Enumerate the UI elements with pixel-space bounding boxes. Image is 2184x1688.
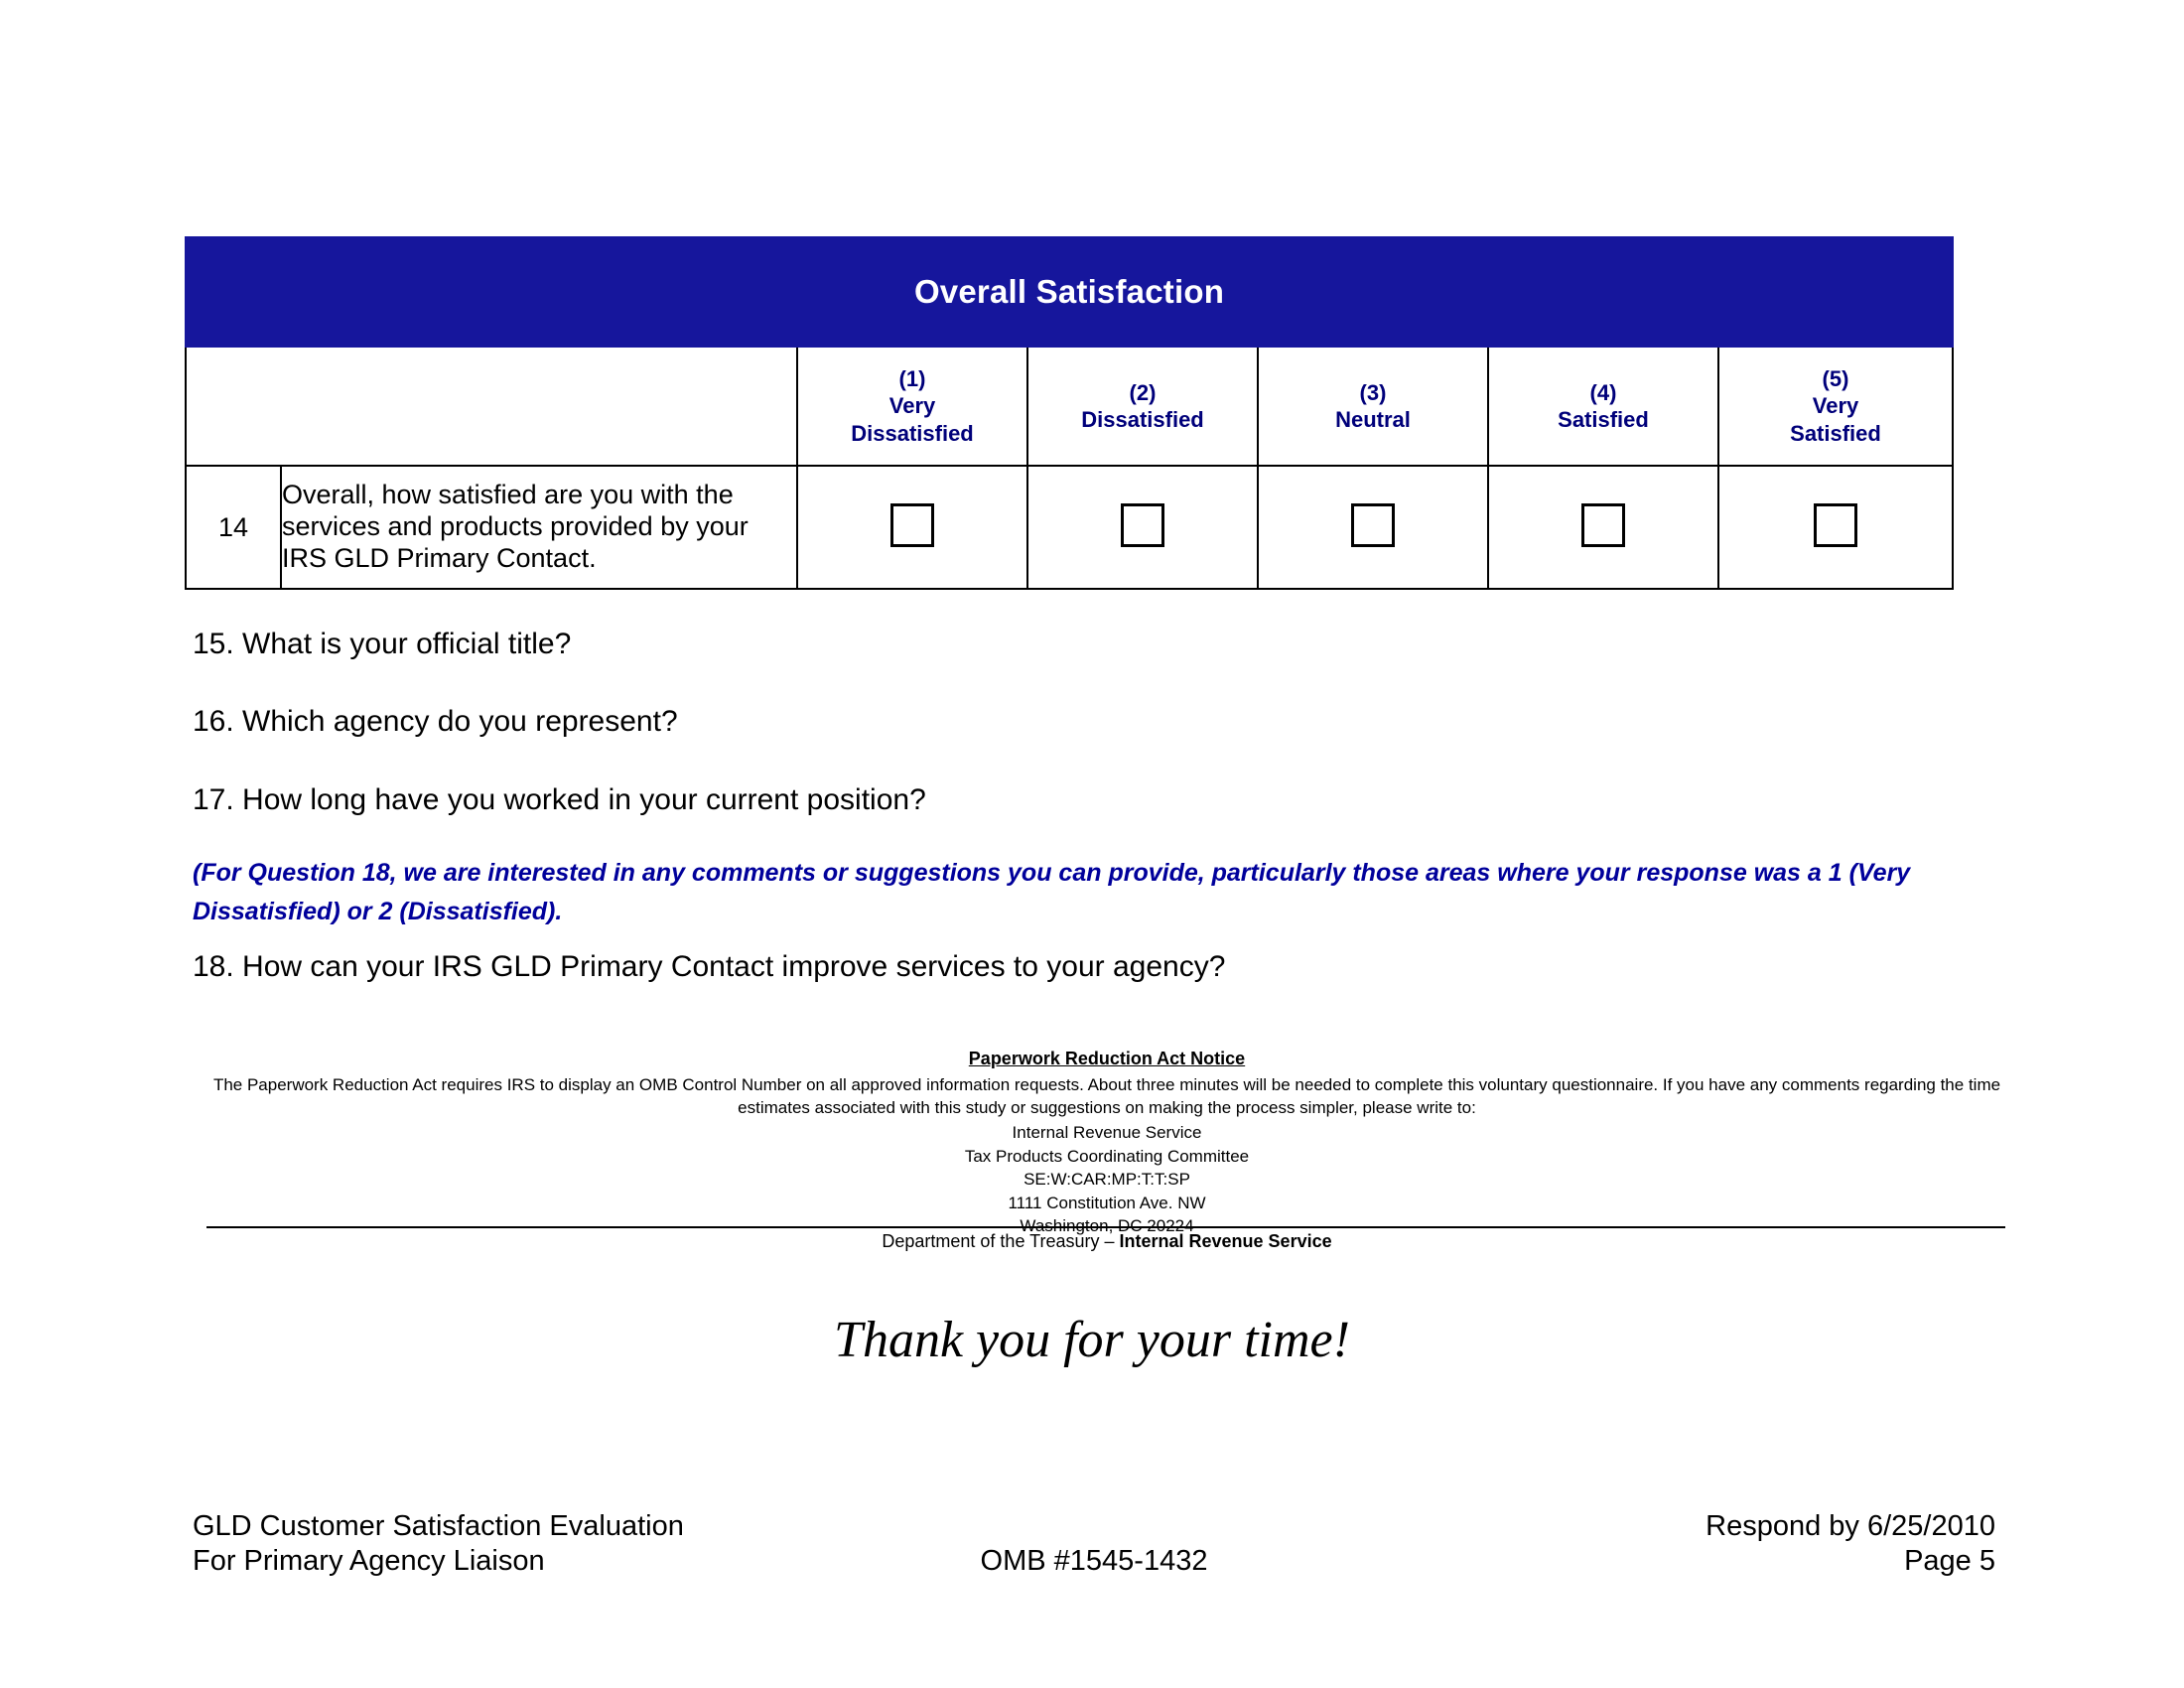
- pra-address-line-3: SE:W:CAR:MP:T:T:SP: [1024, 1170, 1190, 1190]
- header-col-4-label: Satisfied: [1558, 407, 1649, 432]
- header-col-3: [1258, 347, 1488, 466]
- header-blank-cell: [186, 347, 797, 466]
- table-title: Overall Satisfaction: [186, 237, 1953, 347]
- header-col-5-label: Very Satisfied: [1790, 393, 1881, 446]
- pra-address-line-1: Internal Revenue Service: [1012, 1123, 1202, 1143]
- question-18: 18. How can your IRS GLD Primary Contact improve services to your agency?: [193, 950, 1226, 983]
- row-number: 14: [186, 466, 281, 589]
- question-17: 17. How long have you worked in your current position?: [193, 783, 926, 816]
- closing-message: Thank you for your time!: [834, 1312, 1350, 1368]
- footer-row-2: [193, 1544, 1995, 1579]
- header-col-5: [1718, 347, 1953, 466]
- header-col-1: [797, 347, 1027, 466]
- overall-satisfaction-table: [185, 236, 1954, 590]
- checkbox-satisfied[interactable]: [1581, 503, 1625, 547]
- checkbox-dissatisfied[interactable]: [1121, 503, 1164, 547]
- header-col-1-number: (1): [898, 365, 926, 391]
- checkbox-very-dissatisfied[interactable]: [890, 503, 934, 547]
- pra-address-line-5: Washington, DC 20224: [1020, 1216, 1194, 1236]
- table-row: [186, 466, 1953, 589]
- department-prefix: Department of the Treasury –: [882, 1231, 1120, 1251]
- question-15: 15. What is your official title?: [193, 628, 572, 660]
- header-col-5-number: (5): [1822, 365, 1849, 391]
- header-col-3-label: Neutral: [1335, 407, 1411, 432]
- checkbox-cell-5[interactable]: [1718, 466, 1953, 589]
- table-title-row: [186, 237, 1953, 347]
- checkbox-cell-3[interactable]: [1258, 466, 1488, 589]
- footer-title-line1: GLD Customer Satisfaction Evaluation: [193, 1510, 684, 1542]
- footer-respond-by: Respond by 6/25/2010: [1706, 1510, 1995, 1542]
- footer-divider: [206, 1226, 2005, 1228]
- table-header-row: [186, 347, 1953, 466]
- checkbox-cell-1[interactable]: [797, 466, 1027, 589]
- footer-omb-number: OMB #1545-1432: [980, 1545, 1208, 1578]
- page-footer: [193, 1509, 1995, 1580]
- footer-page-number: Page 5: [1904, 1545, 1995, 1578]
- header-col-3-number: (3): [1359, 379, 1387, 405]
- row-question-text: Overall, how satisfied are you with the services and products provided by your IRS GLD Primary Contact.: [281, 466, 797, 589]
- pra-address: [199, 1121, 2015, 1237]
- footer-title-line2: For Primary Agency Liaison: [193, 1545, 545, 1578]
- footer-row-1: [193, 1509, 1995, 1544]
- pra-body: The Paperwork Reduction Act requires IRS to display an OMB Control Number on all approved information requests. About three minutes will be needed to complete this voluntary questionnaire. If you have any comments regarding the time estimates associated with this study or suggestions on making the process simpler, please write to:: [212, 1075, 2001, 1117]
- paperwork-reduction-act-notice: [199, 1048, 2015, 1238]
- header-col-2: [1027, 347, 1258, 466]
- checkbox-cell-4[interactable]: [1488, 466, 1718, 589]
- header-col-1-label: Very Dissatisfied: [851, 393, 974, 446]
- header-col-2-label: Dissatisfied: [1081, 407, 1204, 432]
- department-name: Internal Revenue Service: [1119, 1231, 1332, 1251]
- pra-address-line-2: Tax Products Coordinating Committee: [964, 1146, 1250, 1166]
- header-col-2-number: (2): [1129, 379, 1157, 405]
- question-16: 16. Which agency do you represent?: [193, 705, 678, 738]
- checkbox-cell-2[interactable]: [1027, 466, 1258, 589]
- pra-title: Paperwork Reduction Act Notice: [968, 1049, 1246, 1068]
- department-line: [199, 1231, 2015, 1252]
- header-col-4-number: (4): [1589, 379, 1617, 405]
- question-18-note: (For Question 18, we are interested in any comments or suggestions you can provide, particularly those areas where your response was a 1 (Very Dissatisfied) or 2 (Dissatisfied).: [193, 859, 1911, 925]
- checkbox-very-satisfied[interactable]: [1814, 503, 1857, 547]
- checkbox-neutral[interactable]: [1351, 503, 1395, 547]
- header-col-4: [1488, 347, 1718, 466]
- pra-address-line-4: 1111 Constitution Ave. NW: [1008, 1193, 1206, 1212]
